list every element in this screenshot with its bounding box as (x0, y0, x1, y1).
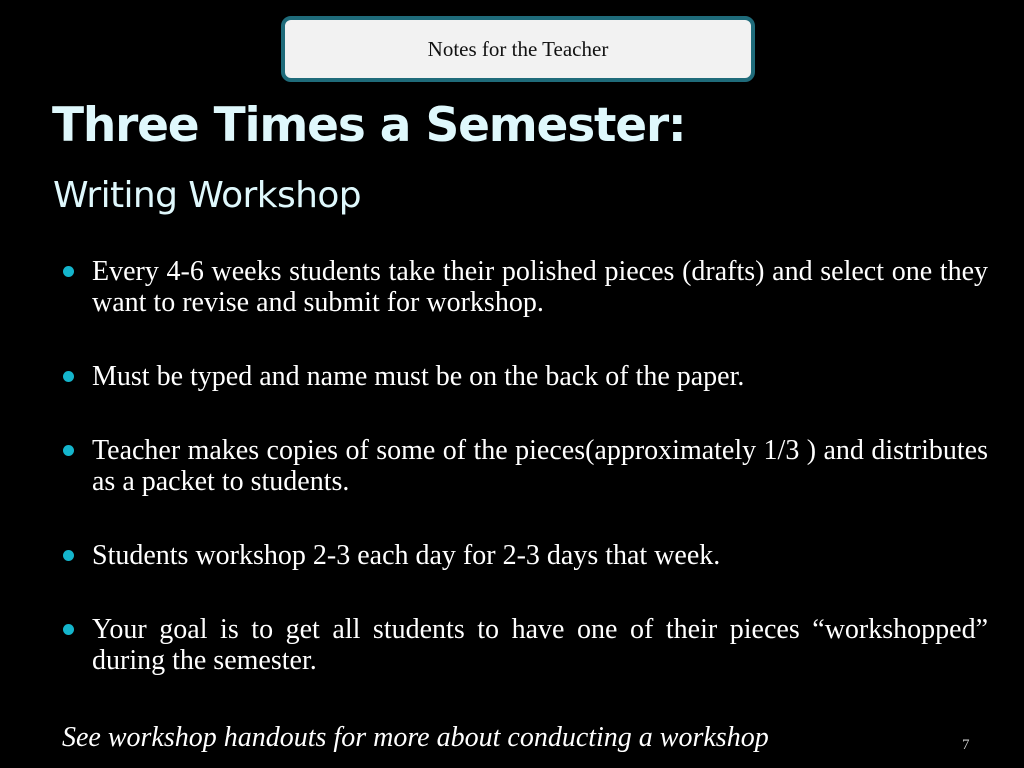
bullet-dot-icon (63, 445, 74, 456)
bullet-dot-icon (63, 266, 74, 277)
slide-subtitle: Writing Workshop (53, 175, 362, 216)
bullet-text: Your goal is to get all students to have one of their pieces “workshopped” during the semester. (92, 614, 988, 676)
bullet-text: Students workshop 2-3 each day for 2-3 days that week. (92, 540, 721, 571)
page-number: 7 (962, 737, 970, 753)
bullet-item (62, 614, 988, 676)
slide-title: Three Times a Semester: (52, 98, 686, 153)
bullet-text: Teacher makes copies of some of the pieces(approximately 1/3 ) and distributes as a packet to students. (92, 435, 988, 497)
bullet-item (62, 361, 988, 392)
teacher-notes-box (281, 16, 755, 82)
bullet-dot-icon (63, 550, 74, 561)
bullet-dot-icon (63, 624, 74, 635)
footnote: See workshop handouts for more about conducting a workshop (62, 722, 769, 753)
bullet-item (62, 540, 988, 571)
bullet-text: Must be typed and name must be on the back of the paper. (92, 361, 745, 392)
teacher-notes-label: Notes for the Teacher (427, 36, 609, 61)
bullet-item (62, 256, 988, 318)
bullet-list (62, 256, 988, 719)
bullet-text: Every 4-6 weeks students take their polished pieces (drafts) and select one they want to revise and submit for workshop. (92, 256, 988, 318)
bullet-dot-icon (63, 371, 74, 382)
bullet-item (62, 435, 988, 497)
